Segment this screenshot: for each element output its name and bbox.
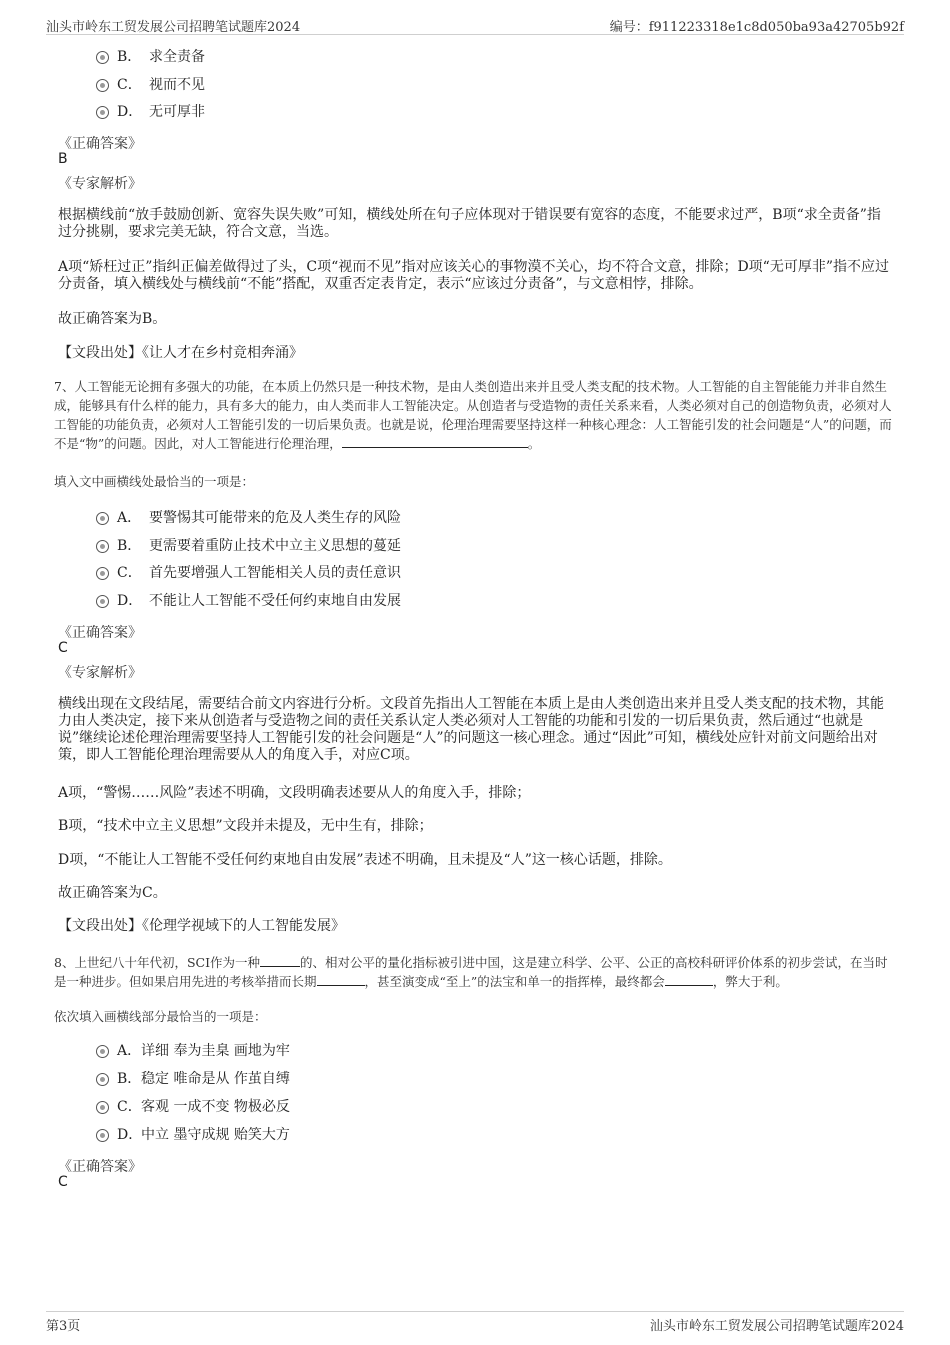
q6-source: 【文段出处】《让人才在乡村竞相奔涌》 <box>58 345 303 361</box>
q7-analysis-5: 故正确答案为C。 <box>58 885 167 901</box>
fill-blank <box>342 435 528 448</box>
q7-source: 【文段出处】《伦理学视域下的人工智能发展》 <box>58 918 345 934</box>
q8-prompt: 依次填入画横线部分最恰当的一项是： <box>54 1009 267 1024</box>
q7-option-c[interactable]: C． 首先要增强人工智能相关人员的责任意识 <box>96 562 401 584</box>
header-title: 汕头市岭东工贸发展公司招聘笔试题库2024 <box>46 20 301 35</box>
page-header <box>46 14 904 35</box>
q7-analysis-1: 横线出现在文段结尾，需要结合前文内容进行分析。文段首先指出人工智能在本质上是由人类创造出来并且受人类支配的技术物，其能力由人类决定，接下来从创造者与受造物之间的责任关系认定人类必须对人工智能的功能和引发的一切后果负责，然后通过“也就是说”继续论述伦理治理需要坚持人工智能引发的社会问题是“人”的问题这一核心理念。通过“因此”可知，横线处应针对前文问题给出对策，即人工智能伦理治理需要从人的角度入手，对应C项。 <box>58 696 884 763</box>
radio-icon[interactable] <box>96 1045 109 1058</box>
q8-stem: 8、上世纪八十年代初，SCI作为一种 的、相对公平的量化指标被引进中国，这是建立科学、公平、公正的高校科研评价体系的初步尝试，在当时是一种进步。但如果启用先进的考核举措而长期 ，甚至演变成“至上”的法宝和单一的指挥棒，最终都会 ，弊大于利。 <box>54 955 888 989</box>
expert-analysis-label: 《专家解析》 <box>58 665 142 681</box>
correct-answer-label: 《正确答案》 <box>58 136 142 152</box>
q7-option-a[interactable]: A． 要警惕其可能带来的危及人类生存的风险 <box>96 507 401 529</box>
q6-option-d[interactable]: D． 无可厚非 <box>96 101 205 123</box>
radio-icon[interactable] <box>96 540 109 553</box>
radio-icon[interactable] <box>96 1101 109 1114</box>
q6-analysis-1: 根据横线前“放手鼓励创新、宽容失误失败”可知，横线处所在句子应体现对于错误要有宽容的态度，不能要求过严，B项“求全责备”指过分挑剔，要求完美无缺，符合文意，当选。 <box>58 207 881 240</box>
q7-analysis-4: D项，“不能让人工智能不受任何约束地自由发展”表述不明确，且未提及“人”这一核心话题，排除。 <box>58 852 672 868</box>
page-footer <box>46 1311 904 1336</box>
q8-option-b[interactable]: B．稳定 唯命是从 作茧自缚 <box>96 1068 290 1090</box>
q7-answer: C <box>58 640 68 656</box>
radio-icon[interactable] <box>96 1129 109 1142</box>
q6-option-b[interactable]: B． 求全责备 <box>96 46 205 68</box>
q6-analysis-3: 故正确答案为B。 <box>58 311 167 327</box>
q7-option-b[interactable]: B． 更需要着重防止技术中立主义思想的蔓延 <box>96 535 401 557</box>
fill-blank <box>260 954 300 967</box>
expert-analysis-label: 《专家解析》 <box>58 176 142 192</box>
q8-option-a[interactable]: A．详细 奉为圭臬 画地为牢 <box>96 1040 290 1062</box>
radio-icon[interactable] <box>96 595 109 608</box>
q7-option-d[interactable]: D． 不能让人工智能不受任何约束地自由发展 <box>96 590 401 612</box>
q6-answer: B <box>58 151 68 167</box>
correct-answer-label: 《正确答案》 <box>58 1159 142 1175</box>
q7-stem: 7、人工智能无论拥有多强大的功能，在本质上仍然只是一种技术物，是由人类创造出来并且受人类支配的技术物。人工智能的自主智能能力并非自然生成，能够具有什么样的能力，具有多大的能力，由人类而非人工智能决定。从创造者与受造物的责任关系来看，人类必须对自己的创造物负责，必须对人工智能的功能负责，必须对人工智能引发的一切后果负责。也就是说，伦理治理需要坚持这样一种核心理念：人工智能引发的社会问题是“人”的问题，而不是“物”的问题。因此，对人工智能进行伦理治理， 。 <box>54 379 892 451</box>
q8-option-c[interactable]: C．客观 一成不变 物极必反 <box>96 1096 290 1118</box>
q7-analysis-3: B项，“技术中立主义思想”文段并未提及，无中生有，排除； <box>58 818 433 834</box>
radio-icon[interactable] <box>96 1073 109 1086</box>
fill-blank <box>317 973 365 986</box>
q6-option-c[interactable]: C． 视而不见 <box>96 74 205 96</box>
radio-icon[interactable] <box>96 567 109 580</box>
page-number: 第3页 <box>46 1319 81 1334</box>
footer-title: 汕头市岭东工贸发展公司招聘笔试题库2024 <box>649 1319 904 1334</box>
q7-prompt: 填入文中画横线处最恰当的一项是： <box>54 474 255 489</box>
q6-analysis-2: A项“矫枉过正”指纠正偏差做得过了头，C项“视而不见”指对应该关心的事物漠不关心，均不符合文意，排除；D项“无可厚非”指不应过分责备，填入横线处与横线前“不能”搭配，双重否定表肯定，表示“应该过分责备”，与文意相悖，排除。 <box>58 259 889 292</box>
correct-answer-label: 《正确答案》 <box>58 625 142 641</box>
q8-answer: C <box>58 1174 68 1190</box>
radio-icon[interactable] <box>96 106 109 119</box>
header-doc-id: 编号：f911223318e1c8d050ba93a42705b92f <box>609 20 904 35</box>
radio-icon[interactable] <box>96 512 109 525</box>
q8-option-d[interactable]: D．中立 墨守成规 贻笑大方 <box>96 1124 290 1146</box>
q7-analysis-2: A项，“警惕……风险”表述不明确，文段明确表述要从人的角度入手，排除； <box>58 785 531 801</box>
fill-blank <box>665 973 713 986</box>
radio-icon[interactable] <box>96 79 109 92</box>
radio-icon[interactable] <box>96 51 109 64</box>
